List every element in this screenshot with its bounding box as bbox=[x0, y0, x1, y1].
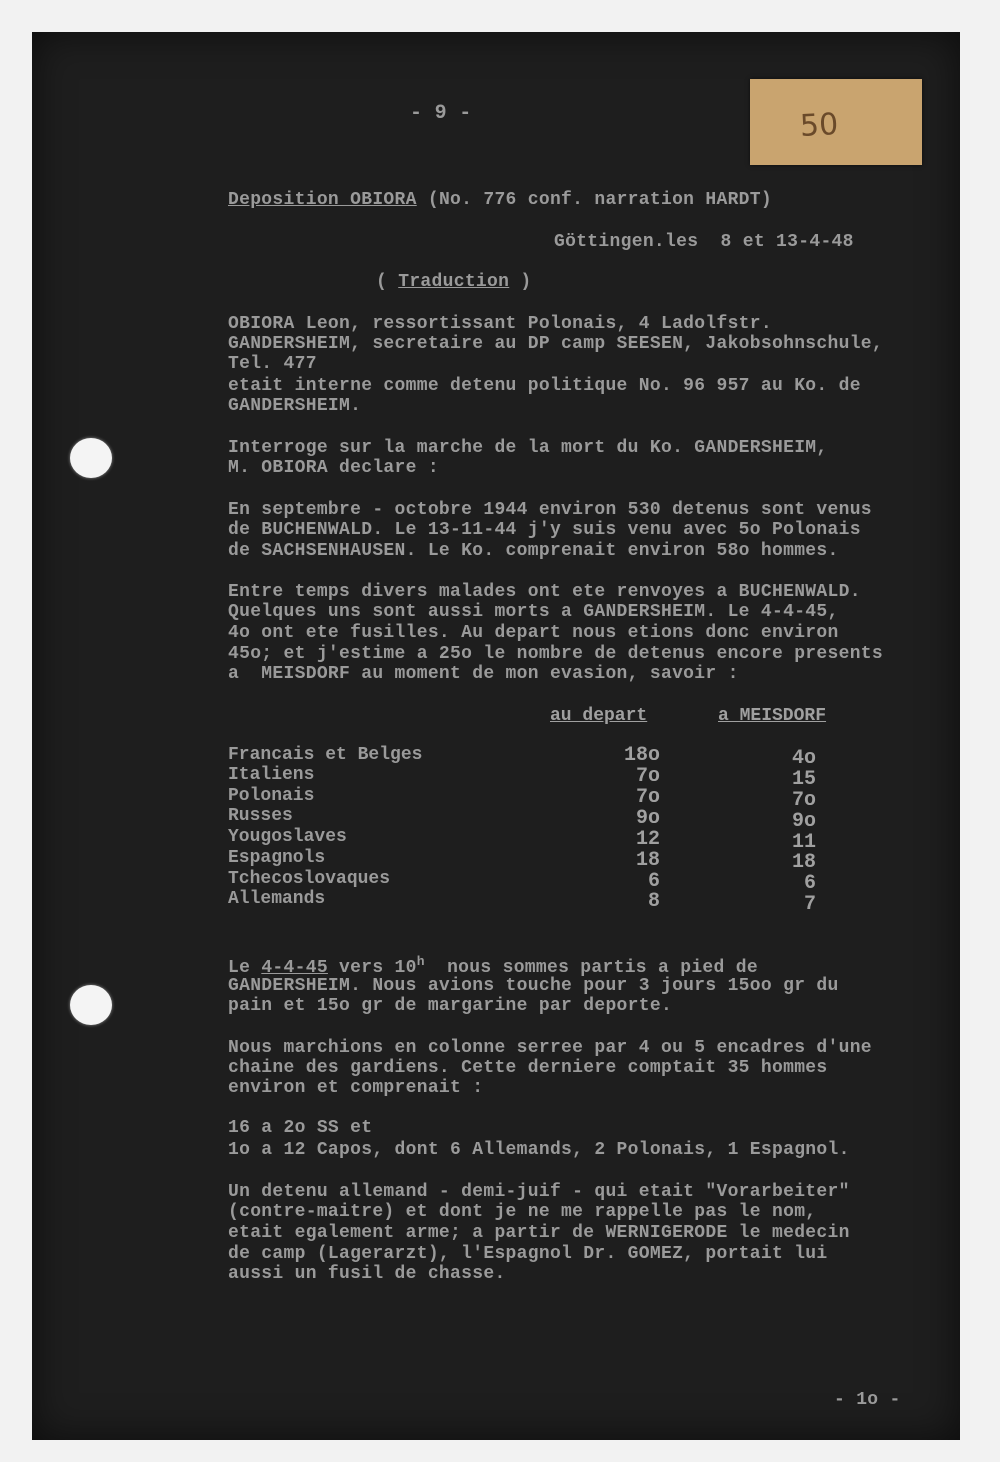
table-row-nationality: Allemands bbox=[228, 889, 326, 909]
para1-line: GANDERSHEIM, secretaire au DP camp SEESEN, Jakobsohnschule, bbox=[228, 334, 884, 354]
para5-text: nous sommes partis a pied de bbox=[424, 958, 758, 978]
table-cell-meisdorf: 7o bbox=[791, 789, 816, 812]
paren-open: ( bbox=[376, 272, 399, 292]
para2-line: Interroge sur la marche de la mort du Ko. GANDERSHEIM, bbox=[228, 438, 828, 458]
para5-line: GANDERSHEIM. Nous avions touche pour 3 jours 15oo gr du bbox=[228, 976, 839, 996]
table-row-nationality: Francais et Belges bbox=[228, 745, 423, 765]
next-page-marker: - 1o - bbox=[834, 1390, 901, 1410]
deposition-name: Deposition OBIORA bbox=[228, 190, 417, 210]
para6-line: environ et comprenait : bbox=[228, 1078, 484, 1098]
traduction-word: Traduction bbox=[398, 272, 510, 292]
para5-line: pain et 15o gr de margarine par deporte. bbox=[228, 996, 673, 1016]
traduction-heading bbox=[376, 272, 531, 292]
para6-line: chaine des gardiens. Cette derniere comptait 35 hommes bbox=[228, 1058, 828, 1078]
para4-line: 4o ont ete fusilles. Au depart nous etions donc environ bbox=[228, 623, 839, 643]
place-date: Göttingen.les 8 et 13-4-48 bbox=[554, 232, 854, 252]
para4-line: a MEISDORF au moment de mon evasion, savoir : bbox=[228, 664, 739, 684]
table-cell-depart: 18 bbox=[635, 849, 660, 872]
table-cell-meisdorf: 6 bbox=[803, 872, 816, 895]
table-cell-meisdorf: 18 bbox=[791, 851, 816, 874]
table-cell-meisdorf: 4o bbox=[791, 747, 816, 770]
para6-line: Nous marchions en colonne serree par 4 ou 5 encadres d'une bbox=[228, 1038, 872, 1058]
table-row-nationality: Polonais bbox=[228, 786, 315, 806]
table-cell-depart: 9o bbox=[635, 807, 660, 830]
table-cell-depart: 12 bbox=[635, 828, 660, 851]
table-cell-meisdorf: 9o bbox=[791, 810, 816, 833]
para5-line1 bbox=[228, 954, 758, 978]
table-cell-depart: 8 bbox=[647, 890, 660, 913]
table-row-nationality: Tchecoslovaques bbox=[228, 869, 391, 889]
paren-close: ) bbox=[509, 272, 532, 292]
table-cell-depart: 7o bbox=[635, 765, 660, 788]
page-number: - 9 - bbox=[410, 102, 472, 125]
table-row-nationality: Espagnols bbox=[228, 848, 326, 868]
table-row-nationality: Italiens bbox=[228, 765, 315, 785]
document-title bbox=[228, 190, 772, 210]
para2-line: M. OBIORA declare : bbox=[228, 458, 439, 478]
para4-line: Entre temps divers malades ont ete renvoyes a BUCHENWALD. bbox=[228, 582, 861, 602]
para3-line: En septembre - octobre 1944 environ 530 detenus sont venus bbox=[228, 500, 872, 520]
para8-line: de camp (Lagerarzt), l'Espagnol Dr. GOMEZ, portait lui bbox=[228, 1244, 828, 1264]
para5-sup: h bbox=[416, 954, 425, 969]
para4-line: 45o; et j'estime a 25o le nombre de detenus encore presents bbox=[228, 644, 884, 664]
punch-hole-bottom bbox=[70, 985, 112, 1025]
table-cell-meisdorf: 15 bbox=[791, 768, 816, 791]
para7-line: 1o a 12 Capos, dont 6 Allemands, 2 Polonais, 1 Espagnol. bbox=[228, 1140, 850, 1160]
table-cell-meisdorf: 7 bbox=[803, 893, 816, 916]
para3-line: de BUCHENWALD. Le 13-11-44 j'y suis venu avec 5o Polonais bbox=[228, 520, 861, 540]
sticker-number: 50 bbox=[799, 107, 840, 144]
table-cell-depart: 7o bbox=[635, 786, 660, 809]
para1-line: etait interne comme detenu politique No. 96 957 au Ko. de bbox=[228, 376, 861, 396]
para5-text: vers 10 bbox=[327, 958, 417, 978]
table-cell-depart: 18o bbox=[623, 744, 660, 767]
para8-line: Un detenu allemand - demi-juif - qui etait "Vorarbeiter" bbox=[228, 1182, 850, 1202]
para5-date: 4-4-45 bbox=[261, 958, 328, 978]
col-header-meisdorf: a MEISDORF bbox=[718, 706, 827, 726]
para8-line: (contre-maitre) et dont je ne me rappelle pas le nom, bbox=[228, 1202, 817, 1222]
para8-line: etait egalement arme; a partir de WERNIGERODE le medecin bbox=[228, 1223, 850, 1243]
title-rest: (No. 776 conf. narration HARDT) bbox=[416, 190, 772, 210]
para4-line: Quelques uns sont aussi morts a GANDERSHEIM. Le 4-4-45, bbox=[228, 602, 839, 622]
table-row-nationality: Yougoslaves bbox=[228, 827, 347, 847]
para5-text: Le bbox=[228, 958, 262, 978]
table-cell-meisdorf: 11 bbox=[791, 831, 816, 854]
table-row-nationality: Russes bbox=[228, 806, 293, 826]
para8-line: aussi un fusil de chasse. bbox=[228, 1264, 506, 1284]
para1-line: OBIORA Leon, ressortissant Polonais, 4 Ladolfstr. bbox=[228, 314, 772, 334]
punch-hole-top bbox=[70, 438, 112, 478]
para3-line: de SACHSENHAUSEN. Le Ko. comprenait environ 58o hommes. bbox=[228, 541, 839, 561]
para1-line: GANDERSHEIM. bbox=[228, 396, 362, 416]
col-header-depart: au depart bbox=[550, 706, 648, 726]
para1-line: Tel. 477 bbox=[228, 354, 317, 374]
para7-line: 16 a 2o SS et bbox=[228, 1118, 373, 1138]
table-cell-depart: 6 bbox=[647, 870, 660, 893]
